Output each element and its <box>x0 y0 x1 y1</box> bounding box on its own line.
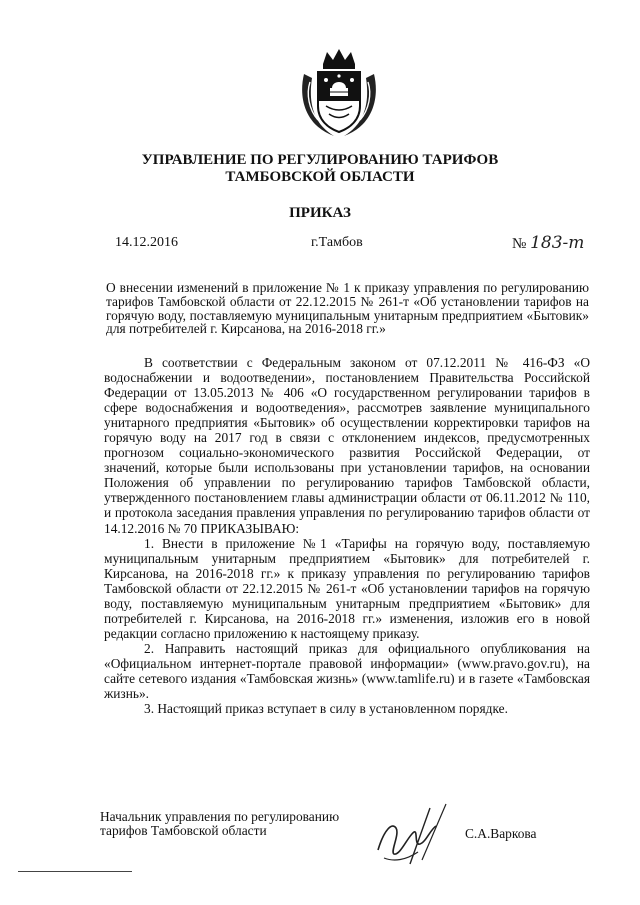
organization-name-line1: УПРАВЛЕНИЕ ПО РЕГУЛИРОВАНИЮ ТАРИФОВ <box>141 152 499 168</box>
position-line-1: Начальник управления по регулированию <box>100 809 340 824</box>
document-subject: О внесении изменений в приложение № 1 к приказу управления по регулированию тарифов Тамбовской области от 22.12.2015 № 261-т «Об установлении тарифов на горячую воду, поставляемую муниципальным унитарным предприятием «Бытовик» для потребителей г. Кирсанова, на 2016-2018 гг.» <box>106 280 589 337</box>
signatory-name: С.А.Варкова <box>465 826 537 841</box>
document-body <box>104 355 590 716</box>
order-item-1: 1. Внести в приложение №1 «Тарифы на горячую воду, поставляемую муниципальным унитарным предприятием «Бытовик» для потребителей г. Кирсанова, на 2016-2018 гг.» к приказу управления по регулированию тарифов Тамбовской области от 22.12.2015 № 261-т «Об установлении тарифов на горячую воду, поставляемую муниципальным унитарным предприятием «Бытовик» для потребителей г. Кирсанова, на 2016-2018 гг.» изменения, изложив его в новой редакции согласно приложению к настоящему приказу. <box>104 535 590 641</box>
order-item-2: 2. Направить настоящий приказ для официального опубликования на «Официальном интернет-портале правовой информации» (www.pravo.gov.ru), на сайте сетевого издания «Тамбовская жизнь» (www.tamlife.ru) и в газете «Тамбовская жизнь». <box>104 640 590 702</box>
signatory-position <box>100 810 380 838</box>
footer-divider <box>18 871 132 872</box>
document-number <box>512 233 584 253</box>
handwritten-signature-icon <box>370 800 460 870</box>
order-item-3: 3. Настоящий приказ вступает в силу в установленном порядке. <box>144 701 508 717</box>
organization-name-line2: ТАМБОВСКОЙ ОБЛАСТИ <box>225 169 415 185</box>
preamble-paragraph: В соответствии с Федеральным законом от 07.12.2011 № 416-ФЗ «О водоснабжении и водоотведении», постановлением Правительства Российской Федерации от 13.05.2013 № 406 «О государственном регулировании тарифов в сфере водоснабжения и водоотведения», рассмотрев заявление муниципального унитарного предприятия «Бытовик» об осуществлении корректировки тарифов на горячую воду на 2017 год в связи с отклонением индексов, предусмотренных прогнозом социально-экономического развития Российской Федерации, от значений, которые были использованы при установлении тарифов, на основании Положения об управлении по регулированию тарифов Тамбовской области, утвержденного постановлением главы администрации области от 06.11.2012 № 110, и протокола заседания правления управления по регулированию тарифов области от 14.12.2016 № 70 ПРИКАЗЫВАЮ: <box>104 355 590 536</box>
document-type-title: ПРИКАЗ <box>289 205 351 221</box>
coat-of-arms-icon <box>296 44 382 140</box>
document-city: г.Тамбов <box>311 235 363 250</box>
position-line-2: тарифов Тамбовской области <box>100 823 267 838</box>
handwritten-number: 183-т <box>530 233 585 253</box>
number-sign: № <box>512 236 527 252</box>
document-date: 14.12.2016 <box>115 235 178 250</box>
